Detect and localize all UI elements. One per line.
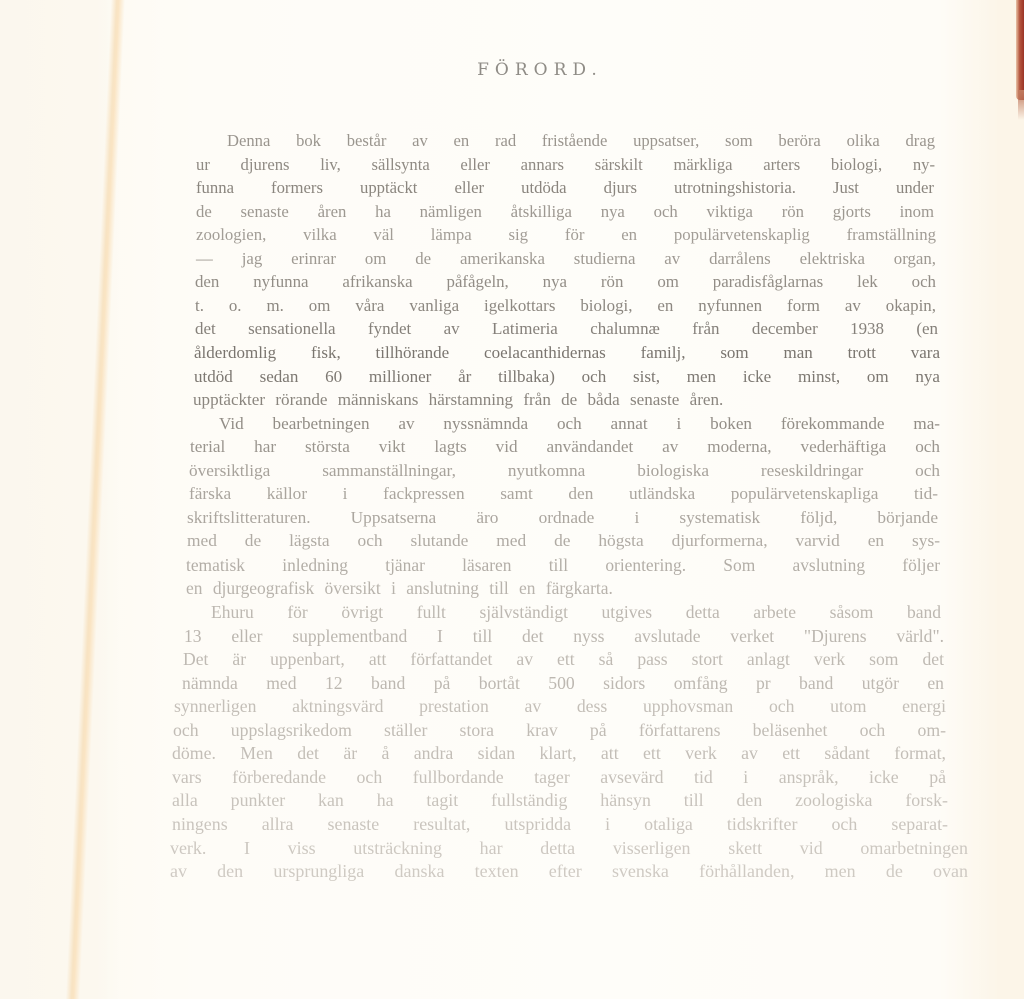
text-line: verk. I viss utsträckning har detta visserligen skett vid omarbetningen — [170, 837, 968, 858]
text-line: av den ursprungliga danska texten efter svenska förhållanden, men de ovan — [170, 861, 968, 882]
text-line: den nyfunna afrikanska påfågeln, nya rön om paradisfåglarnas lek och — [195, 272, 936, 292]
text-line: alla punkter kan ha tagit fullständig hänsyn till den zoologiska forsk- — [172, 790, 948, 811]
text-line: och uppslagsrikedom ställer stora krav på författarens beläsenhet och om- — [173, 719, 946, 740]
text-line: det sensationella fyndet av Latimeria chalumnæ från december 1938 (en — [195, 319, 938, 339]
text-line: Denna bok består av en rad fristående uppsatser, som beröra olika drag — [227, 131, 935, 150]
text-line: med de lägsta och slutande med de högsta djurformerna, varvid en sys- — [187, 531, 940, 551]
text-line: skriftslitteraturen. Uppsatserna äro ordnade i systematisk följd, börjande — [187, 507, 938, 527]
text-line: ur djurens liv, sällsynta eller annars särskilt märkliga arters biologi, ny- — [196, 154, 935, 174]
text-line: tematisk inledning tjänar läsaren till orientering. Som avslutning följer — [186, 554, 940, 575]
text-line: färska källor i fackpressen samt den utländska populärvetenskapliga tid- — [189, 484, 938, 504]
text-line: t. o. m. om våra vanliga igelkottars biologi, en nyfunnen form av okapin, — [195, 295, 936, 315]
text-line: — jag erinrar om de amerikanska studierna av darrålens elektriska organ, — [196, 248, 936, 268]
text-line: utdöd sedan 60 millioner år tillbaka) och sist, men icke minst, om nya — [194, 366, 940, 386]
text-line: ålderdomlig fisk, tillhörande coelacanthidernas familj, som man trott vara — [194, 342, 940, 362]
text-line: funna formers upptäckt eller utdöda djurs utrotningshistoria. Just under — [196, 178, 934, 198]
text-line: synnerligen aktningsvärd prestation av dess upphovsman och utom energi — [174, 696, 946, 717]
text-line: ningens allra senaste resultat, utspridda i otaliga tidskrifter och separat- — [172, 813, 948, 834]
text-line: Ehuru för övrigt fullt självständigt utgives detta arbete såsom band — [211, 602, 941, 622]
text-line: zoologien, vilka väl lämpa sig för en populärvetenskaplig framställning — [196, 225, 936, 245]
book-cover-edge — [1016, 0, 1024, 100]
text-line: 13 eller supplementband I till det nyss avslutade verket "Djurens värld". — [184, 625, 944, 646]
text-line: en djurgeografisk översikt i anslutning till en färgkarta. — [186, 578, 613, 599]
text-line: översiktliga sammanställningar, nyutkomna biologiska reseskildringar och — [189, 460, 940, 480]
book-cover-edge-shadow — [1018, 90, 1024, 120]
text-line: de senaste åren ha nämligen åtskilliga nya och viktiga rön gjorts inom — [196, 201, 934, 221]
text-line: Det är uppenbart, att författandet av ett så pass stort anlagt verk som det — [183, 649, 944, 670]
text-line: upptäckter rörande människans härstamning från de båda senaste åren. — [193, 390, 724, 410]
page-title: FÖRORD. — [477, 60, 603, 80]
text-line: vars förberedande och fullbordande tager avsevärd tid i anspråk, icke på — [172, 766, 946, 787]
text-line: terial har största vikt lagts vid användandet av moderna, vederhäftiga och — [190, 437, 940, 457]
text-line: döme. Men det är å andra sidan klart, att ett verk av ett sådant format, — [172, 743, 946, 764]
text-line: Vid bearbetningen av nyssnämnda och annat i boken förekommande ma- — [219, 413, 940, 433]
text-line: nämnda med 12 band på bortåt 500 sidors omfång pr band utgör en — [182, 672, 944, 693]
